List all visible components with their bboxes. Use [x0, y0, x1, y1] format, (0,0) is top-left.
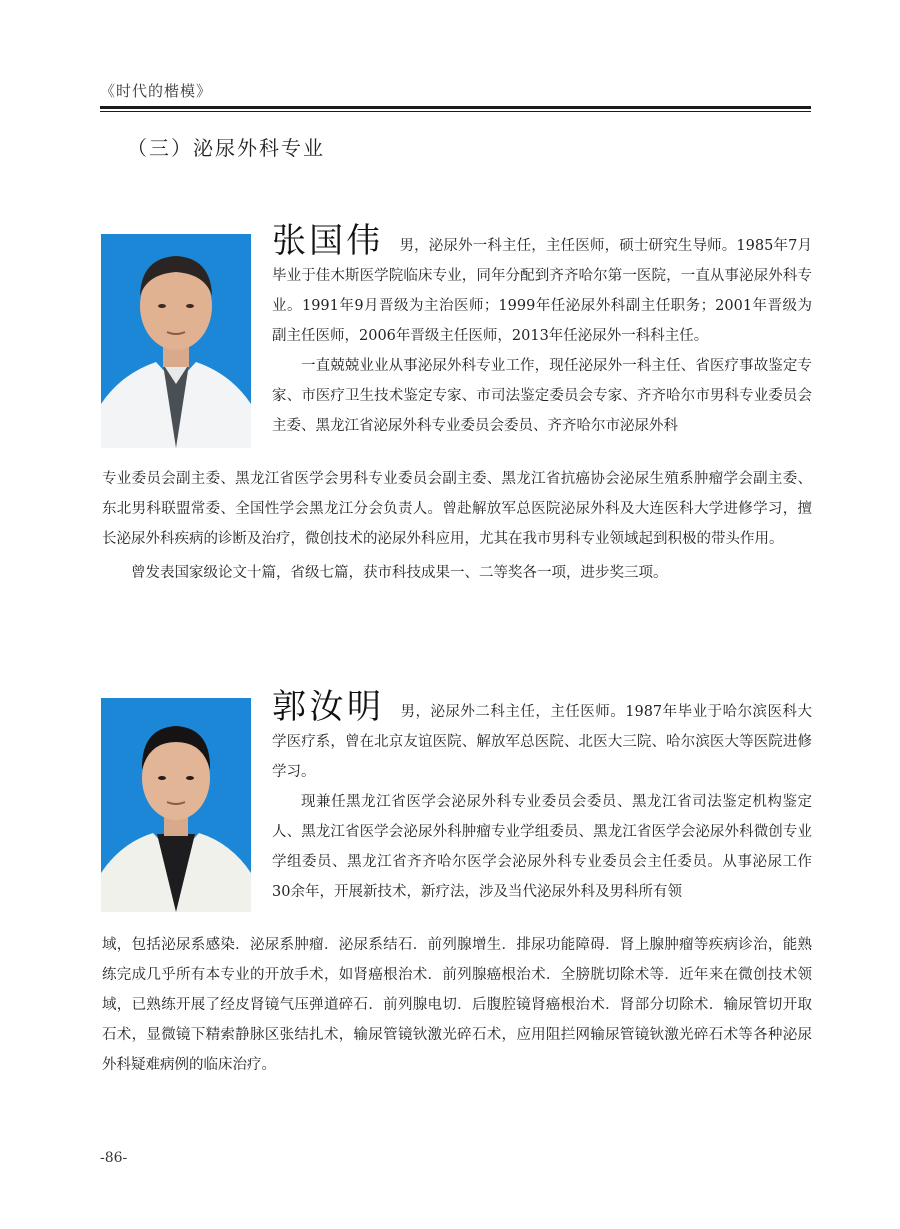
doctor-zhang-para3: 曾发表国家级论文十篇，省级七篇，获市科技成果一、二等奖各一项，进步奖三项。 [131, 565, 668, 581]
doctor-guo-para2-tail: 域，包括泌尿系感染．泌尿系肿瘤．泌尿系结石．前列腺增生．排尿功能障碍．肾上腺肿瘤等疾病诊治，能熟练完成几乎所有本专业的开放手术，如肾癌根治术．前列腺癌根治术．全膀胱切除术等．近年来在微创技术领域，已熟练开展了经皮肾镜气压弹道碎石．前列腺电切．后腹腔镜肾癌根治术．肾部分切除术．输尿管切开取石术，显微镜下精索静脉区张结扎术，输尿管镜钬激光碎石术，应用阻拦网输尿管镜钬激光碎石术等各种泌尿外科疑难病例的临床治疗。 [102, 937, 812, 1073]
doctor-name-guo: 郭汝明 [272, 687, 385, 727]
doctor-zhang-para2-head: 一直兢兢业业从事泌尿外科专业工作，现任泌尿外一科主任、省医疗事故鉴定专家、市医疗卫生技术鉴定专家、市司法鉴定委员会专家、齐齐哈尔市男科专业委员会主委、黑龙江省泌尿外科专业委员会委员、齐齐哈尔市泌尿外科 [272, 358, 812, 434]
doctor-guo-body-block [102, 930, 812, 1080]
doctor-guo-intro-block [272, 687, 813, 907]
doctor-zhang-para2-tail: 专业委员会副主委、黑龙江省医学会男科专业委员会副主委、黑龙江省抗癌协会泌尿生殖系肿瘤学会副主委、东北男科联盟常委、全国性学会黑龙江分会负责人。曾赴解放军总医院泌尿外科及大连医科大学进修学习，擅长泌尿外科疾病的诊断及治疗，微创技术的泌尿外科应用，尤其在我市男科专业领域起到积极的带头作用。 [102, 471, 812, 547]
doctor-zhang-intro: 男，泌尿外一科主任，主任医师，硕士研究生导师。1985年7月毕业于佳木斯医学院临床专业，同年分配到齐齐哈尔第一医院，一直从事泌尿外科专业。1991年9月晋级为主治医师；1999年任泌尿外科副主任职务；2001年晋级为副主任医师，2006年晋级主任医师，2013年任泌尿外一科科主任。 [272, 238, 812, 344]
doctor-zhang-intro-block [272, 221, 812, 441]
section-title: （三）泌尿外科专业 [127, 136, 325, 160]
page-number: -86- [100, 1150, 128, 1166]
doctor-photo-guo [101, 698, 251, 912]
doctor-name-zhang: 张国伟 [272, 221, 384, 261]
doctor-zhang-body-block [102, 464, 812, 588]
header-rule-thick [100, 106, 811, 109]
running-header: 《时代的楷模》 [100, 82, 213, 100]
doctor-guo-intro: 男，泌尿外二科主任，主任医师。1987年毕业于哈尔滨医科大学医疗系，曾在北京友谊医院、解放军总医院、北医大三院、哈尔滨医大等医院进修学习。 [272, 704, 813, 780]
doctor-photo-zhang [101, 234, 251, 448]
doctor-guo-para2: 现兼任黑龙江省医学会泌尿外科专业委员会委员、黑龙江省司法鉴定机构鉴定人、黑龙江省医学会泌尿外科肿瘤专业学组委员、黑龙江省医学会泌尿外科微创专业学组委员、黑龙江省齐齐哈尔医学会泌尿外科专业委员会主任委员。从事泌尿工作30余年，开展新技术，新疗法，涉及当代泌尿外科及男科所有领 [272, 794, 812, 900]
header-rule-thin [100, 111, 811, 112]
